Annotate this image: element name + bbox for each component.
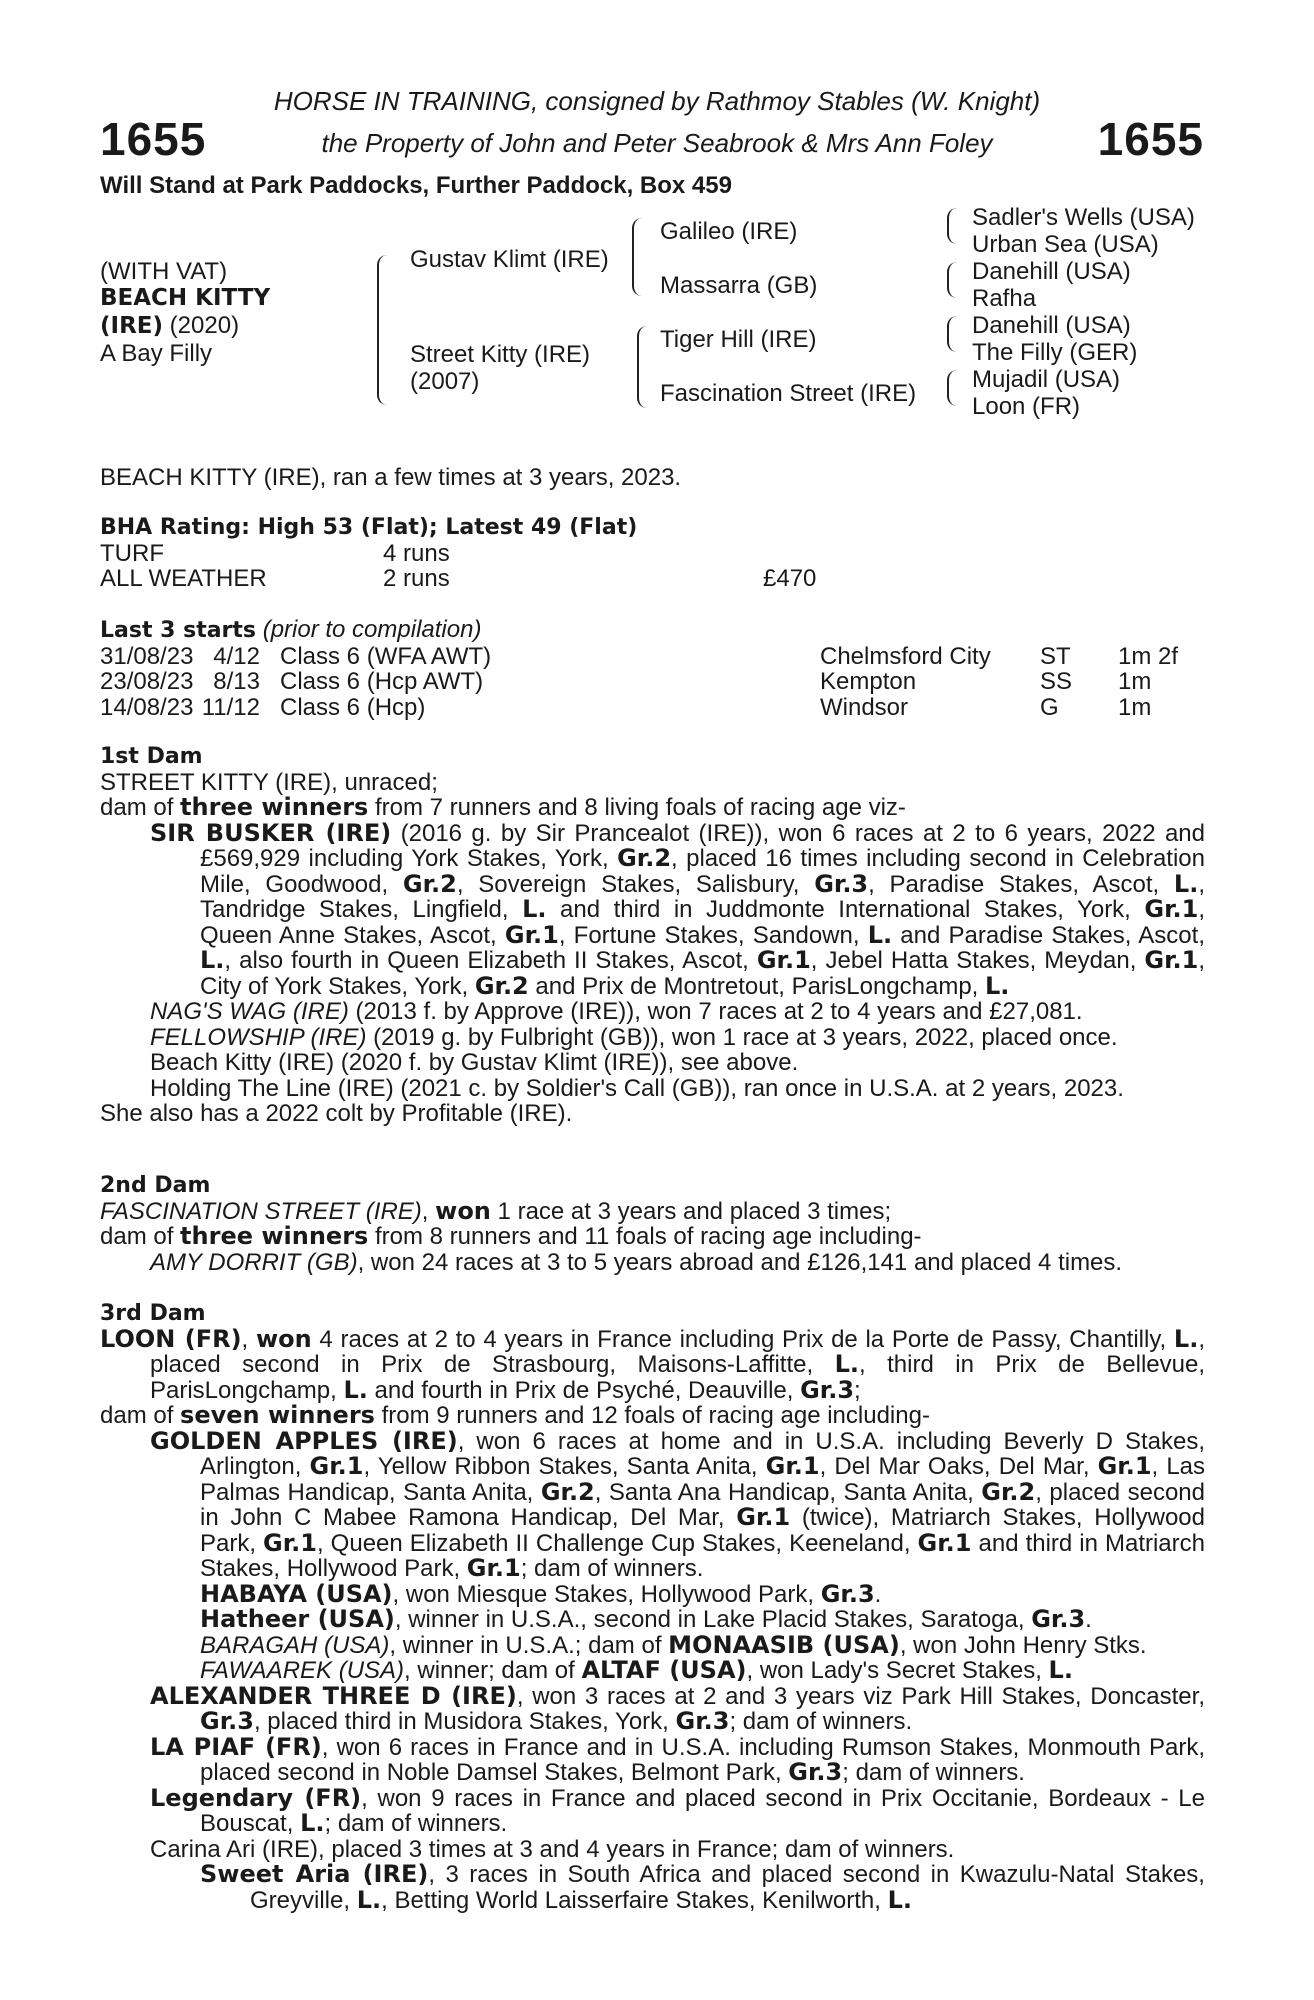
start-position: 4/12 [213,642,260,670]
sire-dam: Massarra (GB) [660,272,818,299]
rating-title: BHA Rating: High 53 (Flat); Latest 49 (Flat) [100,515,638,540]
sire-sire: Galileo (IRE) [660,218,798,245]
pedigree-brace-3 [637,326,649,408]
start-position: 8/13 [213,668,260,695]
dam-sire: Tiger Hill (IRE) [660,326,817,353]
last-starts-title: Last 3 starts [100,618,257,643]
start-course: Kempton [820,668,917,695]
first-dam-line: STREET KITTY (IRE), unraced; [100,768,438,796]
pedigree-brace-5 [947,262,957,298]
rating-surface: ALL WEATHER [100,565,267,592]
pedigree-brace-1 [377,255,391,405]
start-going: SS [1040,668,1073,695]
ped-dsd: The Filly (GER) [972,339,1138,366]
produce-sir-busker: SIR BUSKER (IRE) (2016 g. by Sir Prancealot (IRE)), won 6 races at 2 to 6 years, 2022 and £569,929 including York Stakes, York, Gr.2, placed 16 times including second in Celebration Mile, Goodwood, Gr.2, Sovereign Stakes, Salisbury, Gr.3, Paradise Stakes, Ascot, L., Tandridge Stakes, Lingfield, L. and third in Juddmonte International Stakes, York, Gr.1, Queen Anne Stakes, Ascot, Gr.1, Fortune Stakes, Sandown, L. and Paradise Stakes, Ascot, L., also fourth in Queen Elizabeth II Stakes, Ascot, Gr.1, Jebel Hatta Stakes, Meydan, Gr.1, City of York Stakes, York, Gr.2 and Prix de Montretout, ParisLongchamp, L. [150,818,1206,1000]
start-race: Class 6 (WFA AWT) [280,642,492,670]
start-position: 11/12 [201,693,260,721]
horse-identity [100,258,270,367]
rating-row [100,541,1205,567]
dam-year: (2007) [410,368,480,395]
start-row [100,669,1205,695]
start-course: Windsor [820,693,909,721]
start-row [100,695,1205,721]
second-dam-produce-line: dam of three winners from 8 runners and 11 foals of racing age including- [100,1222,922,1250]
last-starts-section [100,617,1205,720]
first-dam-produce-line: dam of three winners from 7 runners and 8 living foals of racing age viz- [100,793,906,821]
start-date: 31/08/23 [100,642,194,670]
produce-fawaarek: FAWAAREK (USA), winner; dam of ALTAF (USA), won Lady's Secret Stakes, L. [200,1656,1073,1684]
produce-amy-dorrit: AMY DORRIT (GB), won 24 races at 3 to 5 years abroad and £126,141 and placed 4 times. [150,1248,1123,1276]
consignor-line: HORSE IN TRAINING, consigned by Rathmoy Stables (W. Knight) [273,86,1041,116]
sire: Gustav Klimt (IRE) [410,246,609,273]
ped-ssd: Urban Sea (USA) [972,231,1159,258]
produce-fellowship: FELLOWSHIP (IRE) (2019 g. by Fulbright (GB)), won 1 race at 3 years, 2022, placed once. [150,1023,1118,1051]
ped-dss: Danehill (USA) [972,312,1131,339]
produce-beach-kitty: Beach Kitty (IRE) (2020 f. by Gustav Klimt (IRE)), see above. [150,1049,799,1076]
produce-holding-the-line: Holding The Line (IRE) (2021 c. by Soldier's Call (GB)), ran once in U.S.A. at 2 years, 2023. [150,1074,1124,1102]
produce-la-piaf: LA PIAF (FR), won 6 races in France and in U.S.A. including Rumson Stakes, Monmouth Park, placed second in Noble Damsel Stakes, Belmont Park, Gr.3; dam of winners. [150,1732,1205,1786]
start-distance: 1m [1118,693,1152,721]
start-distance: 1m [1118,668,1152,695]
rating-runs: 4 runs [383,539,450,567]
start-going: ST [1040,642,1071,670]
produce-hatheer: Hatheer (USA), winner in U.S.A., second in Lake Placid Stakes, Saratoga, Gr.3. [200,1605,1092,1633]
horse-description: A Bay Filly [100,340,213,367]
foaling-year: (2020) [163,312,240,339]
produce-carina-ari: Carina Ari (IRE), placed 3 times at 3 and 4 years in France; dam of winners. [150,1835,955,1863]
start-row [100,644,1205,670]
pedigree-brace-2 [632,218,644,296]
horse-name: BEACH KITTY [100,285,271,311]
start-race: Class 6 (Hcp) [280,693,426,721]
produce-sweet-aria: Sweet Aria (IRE), 3 races in South Africa and placed second in Kwazulu-Natal Stakes, Greyville, L., Betting World Laisserfaire Stakes, Kenilworth, L. [200,1860,1205,1914]
third-dam-heading: 3rd Dam [100,1301,206,1326]
produce-baragah: BARAGAH (USA), winner in U.S.A.; dam of MONAASIB (USA), won John Henry Stks. [200,1630,1147,1659]
pedigree-brace-4 [947,208,957,244]
stand-location: Will Stand at Park Paddocks, Further Paddock, Box 459 [100,172,732,199]
pedigree-brace-7 [947,370,957,406]
horse-suffix: (IRE) [100,313,164,339]
rating-section [100,515,1205,592]
start-date: 23/08/23 [100,668,194,695]
second-dam-heading: 2nd Dam [100,1173,211,1198]
second-dam-section [100,1173,1205,1275]
start-distance: 1m 2f [1118,642,1179,670]
start-date: 14/08/23 [100,693,194,721]
pedigree-brace-6 [947,316,957,352]
vat-note: (WITH VAT) [100,258,228,285]
first-dam-heading: 1st Dam [100,744,203,769]
ped-dds: Mujadil (USA) [972,366,1121,393]
third-dam-loon: LOON (FR), won 4 races at 2 to 4 years in France including Prix de la Porte de Passy, Chantilly, L., placed second in Prix de Strasbourg, Maisons-Laffitte, L., third in Prix de Bellevue, ParisLongchamp, L. and fourth in Prix de Psyché, Deauville, Gr.3; [100,1324,1206,1404]
lot-number-left: 1655 [100,113,207,165]
ped-ddd: Loon (FR) [972,393,1081,420]
rating-runs: 2 runs [383,565,450,592]
lot-number-right: 1655 [1097,113,1204,165]
last-starts-note: (prior to compilation) [256,616,482,643]
ped-sss: Sadler's Wells (USA) [972,204,1195,231]
rating-surface: TURF [100,539,164,567]
first-dam-section [100,744,1205,1127]
owner-line: the Property of John and Peter Seabrook & Mrs Ann Foley [321,128,993,158]
rating-prize: £470 [763,565,817,592]
produce-legendary: Legendary (FR), won 9 races in France and placed second in Prix Occitanie, Bordeaux - Le Bouscat, L.; dam of winners. [150,1783,1206,1837]
ped-sds: Danehill (USA) [972,258,1131,285]
second-dam-line: FASCINATION STREET (IRE), won 1 race at 3 years and placed 3 times; [100,1196,892,1225]
third-dam-section [100,1301,1205,1913]
third-dam-produce-line: dam of seven winners from 9 runners and 12 foals of racing age including- [100,1401,930,1429]
start-going: G [1040,693,1059,721]
ped-sdd: Rafha [972,285,1037,312]
dam-dam: Fascination Street (IRE) [660,380,917,407]
produce-2022-colt: She also has a 2022 colt by Profitable (IRE). [100,1100,573,1127]
race-summary: BEACH KITTY (IRE), ran a few times at 3 years, 2023. [100,464,682,491]
start-course: Chelmsford City [820,642,991,670]
produce-alexander-three-d: ALEXANDER THREE D (IRE), won 3 races at 2 and 3 years viz Park Hill Stakes, Doncaster, Gr.3, placed third in Musidora Stakes, York, Gr.3; dam of winners. [150,1681,1205,1735]
produce-nags-wag: NAG'S WAG (IRE) (2013 f. by Approve (IRE)), won 7 races at 2 to 4 years and £27,081. [150,998,1083,1025]
dam-name: Street Kitty (IRE) [410,341,591,368]
rating-row [100,566,1205,592]
start-race: Class 6 (Hcp AWT) [280,668,484,695]
produce-habaya: HABAYA (USA), won Miesque Stakes, Hollywood Park, Gr.3. [200,1579,882,1608]
produce-golden-apples: GOLDEN APPLES (IRE), won 6 races at home and in U.S.A. including Beverly D Stakes, Arlington, Gr.1, Yellow Ribbon Stakes, Santa Anita, Gr.1, Del Mar Oaks, Del Mar, Gr.1, Las Palmas Handicap, Santa Anita, Gr.2, Santa Ana Handicap, Santa Anita, Gr.2, placed second in John C Mabee Ramona Handicap, Del Mar, Gr.1 (twice), Matriarch Stakes, Hollywood Park, Gr.1, Queen Elizabeth II Challenge Cup Stakes, Keeneland, Gr.1 and third in Matriarch Stakes, Hollywood Park, Gr.1; dam of winners. [150,1426,1206,1582]
